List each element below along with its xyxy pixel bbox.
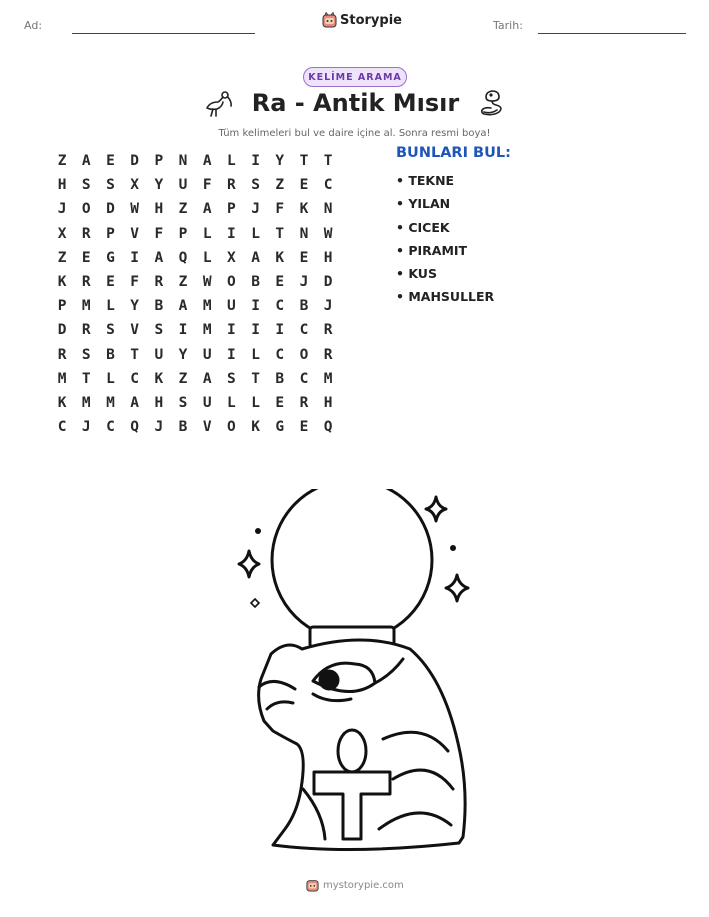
grid-letter[interactable]: T — [130, 346, 140, 363]
grid-letter[interactable]: S — [81, 177, 91, 194]
grid-letter[interactable]: K — [299, 201, 309, 218]
grid-letter[interactable]: H — [57, 177, 67, 194]
grid-letter[interactable]: L — [227, 153, 236, 170]
grid-letter[interactable]: B — [299, 298, 309, 315]
grid-letter[interactable]: Y — [178, 346, 188, 363]
grid-letter[interactable]: G — [275, 419, 285, 436]
grid-letter[interactable]: E — [106, 274, 115, 291]
grid-letter[interactable]: U — [202, 346, 212, 363]
grid-letter[interactable]: V — [130, 322, 140, 339]
grid-letter[interactable]: L — [227, 394, 236, 411]
grid-letter[interactable]: F — [202, 177, 212, 194]
grid-letter[interactable]: Z — [57, 249, 67, 266]
grid-letter[interactable]: H — [154, 394, 164, 411]
grid-letter[interactable]: D — [106, 201, 115, 218]
date-line — [538, 33, 686, 34]
grid-letter[interactable]: C — [299, 322, 309, 339]
grid-letter[interactable]: G — [106, 249, 115, 266]
grid-letter[interactable]: W — [323, 225, 333, 242]
grid-letter[interactable]: W — [202, 274, 212, 291]
grid-letter[interactable]: A — [202, 153, 212, 170]
grid-letter[interactable]: X — [227, 249, 236, 266]
grid-letter[interactable]: S — [106, 322, 115, 339]
grid-letter[interactable]: R — [323, 322, 333, 339]
grid-letter[interactable]: T — [323, 153, 333, 170]
find-word: • CICEK — [396, 219, 450, 235]
grid-letter[interactable]: N — [178, 153, 188, 170]
grid-letter[interactable]: Y — [130, 298, 140, 315]
grid-letter[interactable]: J — [154, 419, 164, 436]
find-word-list — [396, 172, 494, 312]
grid-letter[interactable]: M — [106, 394, 115, 411]
grid-letter[interactable]: Z — [178, 201, 188, 218]
grid-letter[interactable]: C — [275, 346, 285, 363]
grid-letter[interactable]: P — [154, 153, 164, 170]
grid-letter[interactable]: M — [81, 298, 91, 315]
grid-letter[interactable]: R — [57, 346, 67, 363]
grid-letter[interactable]: P — [178, 225, 188, 242]
grid-letter[interactable]: Q — [178, 249, 188, 266]
grid-letter[interactable]: L — [106, 370, 115, 387]
grid-letter[interactable]: Y — [275, 153, 285, 170]
grid-letter[interactable]: N — [323, 201, 333, 218]
grid-letter[interactable]: F — [275, 201, 285, 218]
grid-letter[interactable]: C — [130, 370, 140, 387]
grid-letter[interactable]: J — [323, 298, 333, 315]
grid-letter[interactable]: A — [202, 370, 212, 387]
grid-letter[interactable]: I — [227, 346, 236, 363]
grid-letter[interactable]: D — [57, 322, 67, 339]
grid-letter[interactable]: K — [154, 370, 164, 387]
grid-letter[interactable]: C — [106, 419, 115, 436]
grid-letter[interactable]: K — [57, 394, 67, 411]
grid-letter[interactable]: A — [81, 153, 91, 170]
grid-letter[interactable]: Q — [130, 419, 140, 436]
grid-letter[interactable]: J — [81, 419, 91, 436]
grid-letter[interactable]: R — [81, 322, 91, 339]
grid-letter[interactable]: C — [275, 298, 285, 315]
grid-letter[interactable]: X — [130, 177, 140, 194]
word-search-grid[interactable] — [50, 149, 340, 439]
grid-letter[interactable]: Q — [323, 419, 333, 436]
grid-letter[interactable]: C — [57, 419, 67, 436]
grid-letter[interactable]: I — [130, 249, 140, 266]
grid-letter[interactable]: P — [106, 225, 115, 242]
grid-letter[interactable]: S — [81, 346, 91, 363]
grid-letter[interactable]: U — [178, 177, 188, 194]
grid-letter[interactable]: M — [81, 394, 91, 411]
brand-logo — [322, 12, 402, 28]
grid-letter[interactable]: H — [323, 249, 333, 266]
grid-letter[interactable]: T — [275, 225, 285, 242]
grid-letter[interactable]: R — [299, 394, 309, 411]
grid-letter[interactable]: N — [299, 225, 309, 242]
grid-letter[interactable]: E — [106, 153, 115, 170]
grid-letter[interactable]: E — [299, 419, 309, 436]
date-label: Tarih: — [493, 19, 523, 32]
grid-letter[interactable]: X — [57, 225, 67, 242]
grid-letter[interactable]: T — [251, 370, 260, 387]
grid-letter[interactable]: E — [299, 249, 309, 266]
ra-falcon-illustration[interactable] — [233, 489, 477, 855]
grid-letter[interactable]: E — [275, 394, 285, 411]
grid-letter[interactable]: A — [202, 201, 212, 218]
storypie-logo-icon — [322, 12, 337, 28]
grid-letter[interactable]: I — [178, 322, 188, 339]
grid-letter[interactable]: A — [130, 394, 140, 411]
name-label: Ad: — [24, 19, 43, 32]
grid-letter[interactable]: Y — [154, 177, 164, 194]
page-title: Ra - Antik Mısır — [251, 89, 460, 117]
grid-letter[interactable]: E — [275, 274, 285, 291]
grid-letter[interactable]: S — [154, 322, 164, 339]
grid-letter[interactable]: L — [251, 225, 260, 242]
grid-letter[interactable]: J — [57, 201, 67, 218]
grid-letter[interactable]: L — [202, 225, 212, 242]
grid-letter[interactable]: M — [202, 322, 212, 339]
grid-letter[interactable]: M — [202, 298, 212, 315]
grid-letter[interactable]: H — [154, 201, 164, 218]
grid-letter[interactable]: W — [130, 201, 140, 218]
find-list-title: BUNLARI BUL: — [396, 145, 511, 161]
grid-letter[interactable]: O — [81, 201, 91, 218]
grid-letter[interactable]: O — [227, 419, 236, 436]
grid-letter[interactable]: U — [202, 394, 212, 411]
grid-letter[interactable]: K — [251, 419, 260, 436]
grid-letter[interactable]: F — [154, 225, 164, 242]
grid-letter[interactable]: I — [251, 298, 260, 315]
grid-letter[interactable]: C — [299, 370, 309, 387]
grid-letter[interactable]: A — [154, 249, 164, 266]
grid-letter[interactable]: M — [57, 370, 67, 387]
find-word: • KUS — [396, 266, 437, 282]
grid-letter[interactable]: R — [227, 177, 236, 194]
grid-letter[interactable]: K — [275, 249, 285, 266]
grid-letter[interactable]: Z — [275, 177, 285, 194]
grid-letter[interactable]: S — [106, 177, 115, 194]
grid-letter[interactable]: B — [106, 346, 115, 363]
grid-letter[interactable]: S — [178, 394, 188, 411]
find-word: • PIRAMIT — [396, 242, 468, 258]
grid-letter[interactable]: L — [106, 298, 115, 315]
grid-letter[interactable]: R — [81, 225, 91, 242]
grid-letter[interactable]: S — [227, 370, 236, 387]
find-word: • MAHSULLER — [396, 289, 495, 305]
grid-letter[interactable]: R — [81, 274, 91, 291]
cobra-snake-icon — [477, 88, 507, 118]
grid-letter[interactable]: S — [251, 177, 260, 194]
brand-name: Storypie — [340, 12, 402, 28]
grid-letter[interactable]: I — [251, 322, 260, 339]
grid-letter[interactable]: A — [251, 249, 260, 266]
grid-letter[interactable]: B — [154, 298, 164, 315]
ibis-bird-icon — [202, 88, 234, 118]
worksheet-type-badge: KELİME ARAMA — [303, 67, 407, 87]
grid-letter[interactable]: T — [299, 153, 309, 170]
find-word: • TEKNE — [396, 173, 455, 188]
name-line — [72, 33, 255, 34]
grid-letter[interactable]: L — [251, 394, 260, 411]
grid-letter[interactable]: R — [323, 346, 333, 363]
grid-letter[interactable]: E — [299, 177, 309, 194]
grid-letter[interactable]: I — [275, 322, 285, 339]
grid-letter[interactable]: E — [81, 249, 91, 266]
grid-letter[interactable]: P — [57, 298, 67, 315]
grid-letter[interactable]: Z — [178, 274, 188, 291]
grid-letter[interactable]: R — [154, 274, 164, 291]
grid-letter[interactable]: U — [227, 298, 236, 315]
grid-letter[interactable]: B — [275, 370, 285, 387]
grid-letter[interactable]: D — [323, 274, 333, 291]
title-row — [0, 88, 709, 118]
grid-letter[interactable]: I — [227, 225, 236, 242]
footer-url[interactable]: mystorypie.com — [323, 879, 404, 891]
grid-letter[interactable]: V — [202, 419, 212, 436]
grid-letter[interactable]: A — [178, 298, 188, 315]
grid-letter[interactable]: Z — [57, 153, 67, 170]
grid-letter[interactable]: F — [130, 274, 140, 291]
grid-letter[interactable]: J — [299, 274, 309, 291]
grid-letter[interactable]: B — [178, 419, 188, 436]
grid-letter[interactable]: M — [323, 370, 333, 387]
find-word: • YILAN — [396, 196, 451, 212]
grid-letter[interactable]: V — [130, 225, 140, 242]
grid-letter[interactable]: I — [251, 153, 260, 170]
grid-letter[interactable]: H — [323, 394, 333, 411]
instructions-text: Tüm kelimeleri bul ve daire içine al. Sonra resmi boya! — [218, 128, 491, 139]
grid-letter[interactable]: I — [227, 322, 236, 339]
grid-letter[interactable]: D — [130, 153, 140, 170]
grid-letter[interactable]: Z — [178, 370, 188, 387]
grid-letter[interactable]: O — [299, 346, 309, 363]
grid-letter[interactable]: B — [251, 274, 260, 291]
grid-letter[interactable]: T — [81, 370, 91, 387]
grid-letter[interactable]: C — [323, 177, 333, 194]
grid-letter[interactable]: K — [57, 274, 67, 291]
grid-letter[interactable]: L — [202, 249, 212, 266]
grid-letter[interactable]: P — [227, 201, 236, 218]
footer — [306, 878, 404, 892]
grid-letter[interactable]: U — [154, 346, 164, 363]
storypie-logo-icon — [306, 878, 319, 892]
grid-letter[interactable]: J — [251, 201, 260, 218]
grid-letter[interactable]: O — [227, 274, 236, 291]
grid-letter[interactable]: L — [251, 346, 260, 363]
